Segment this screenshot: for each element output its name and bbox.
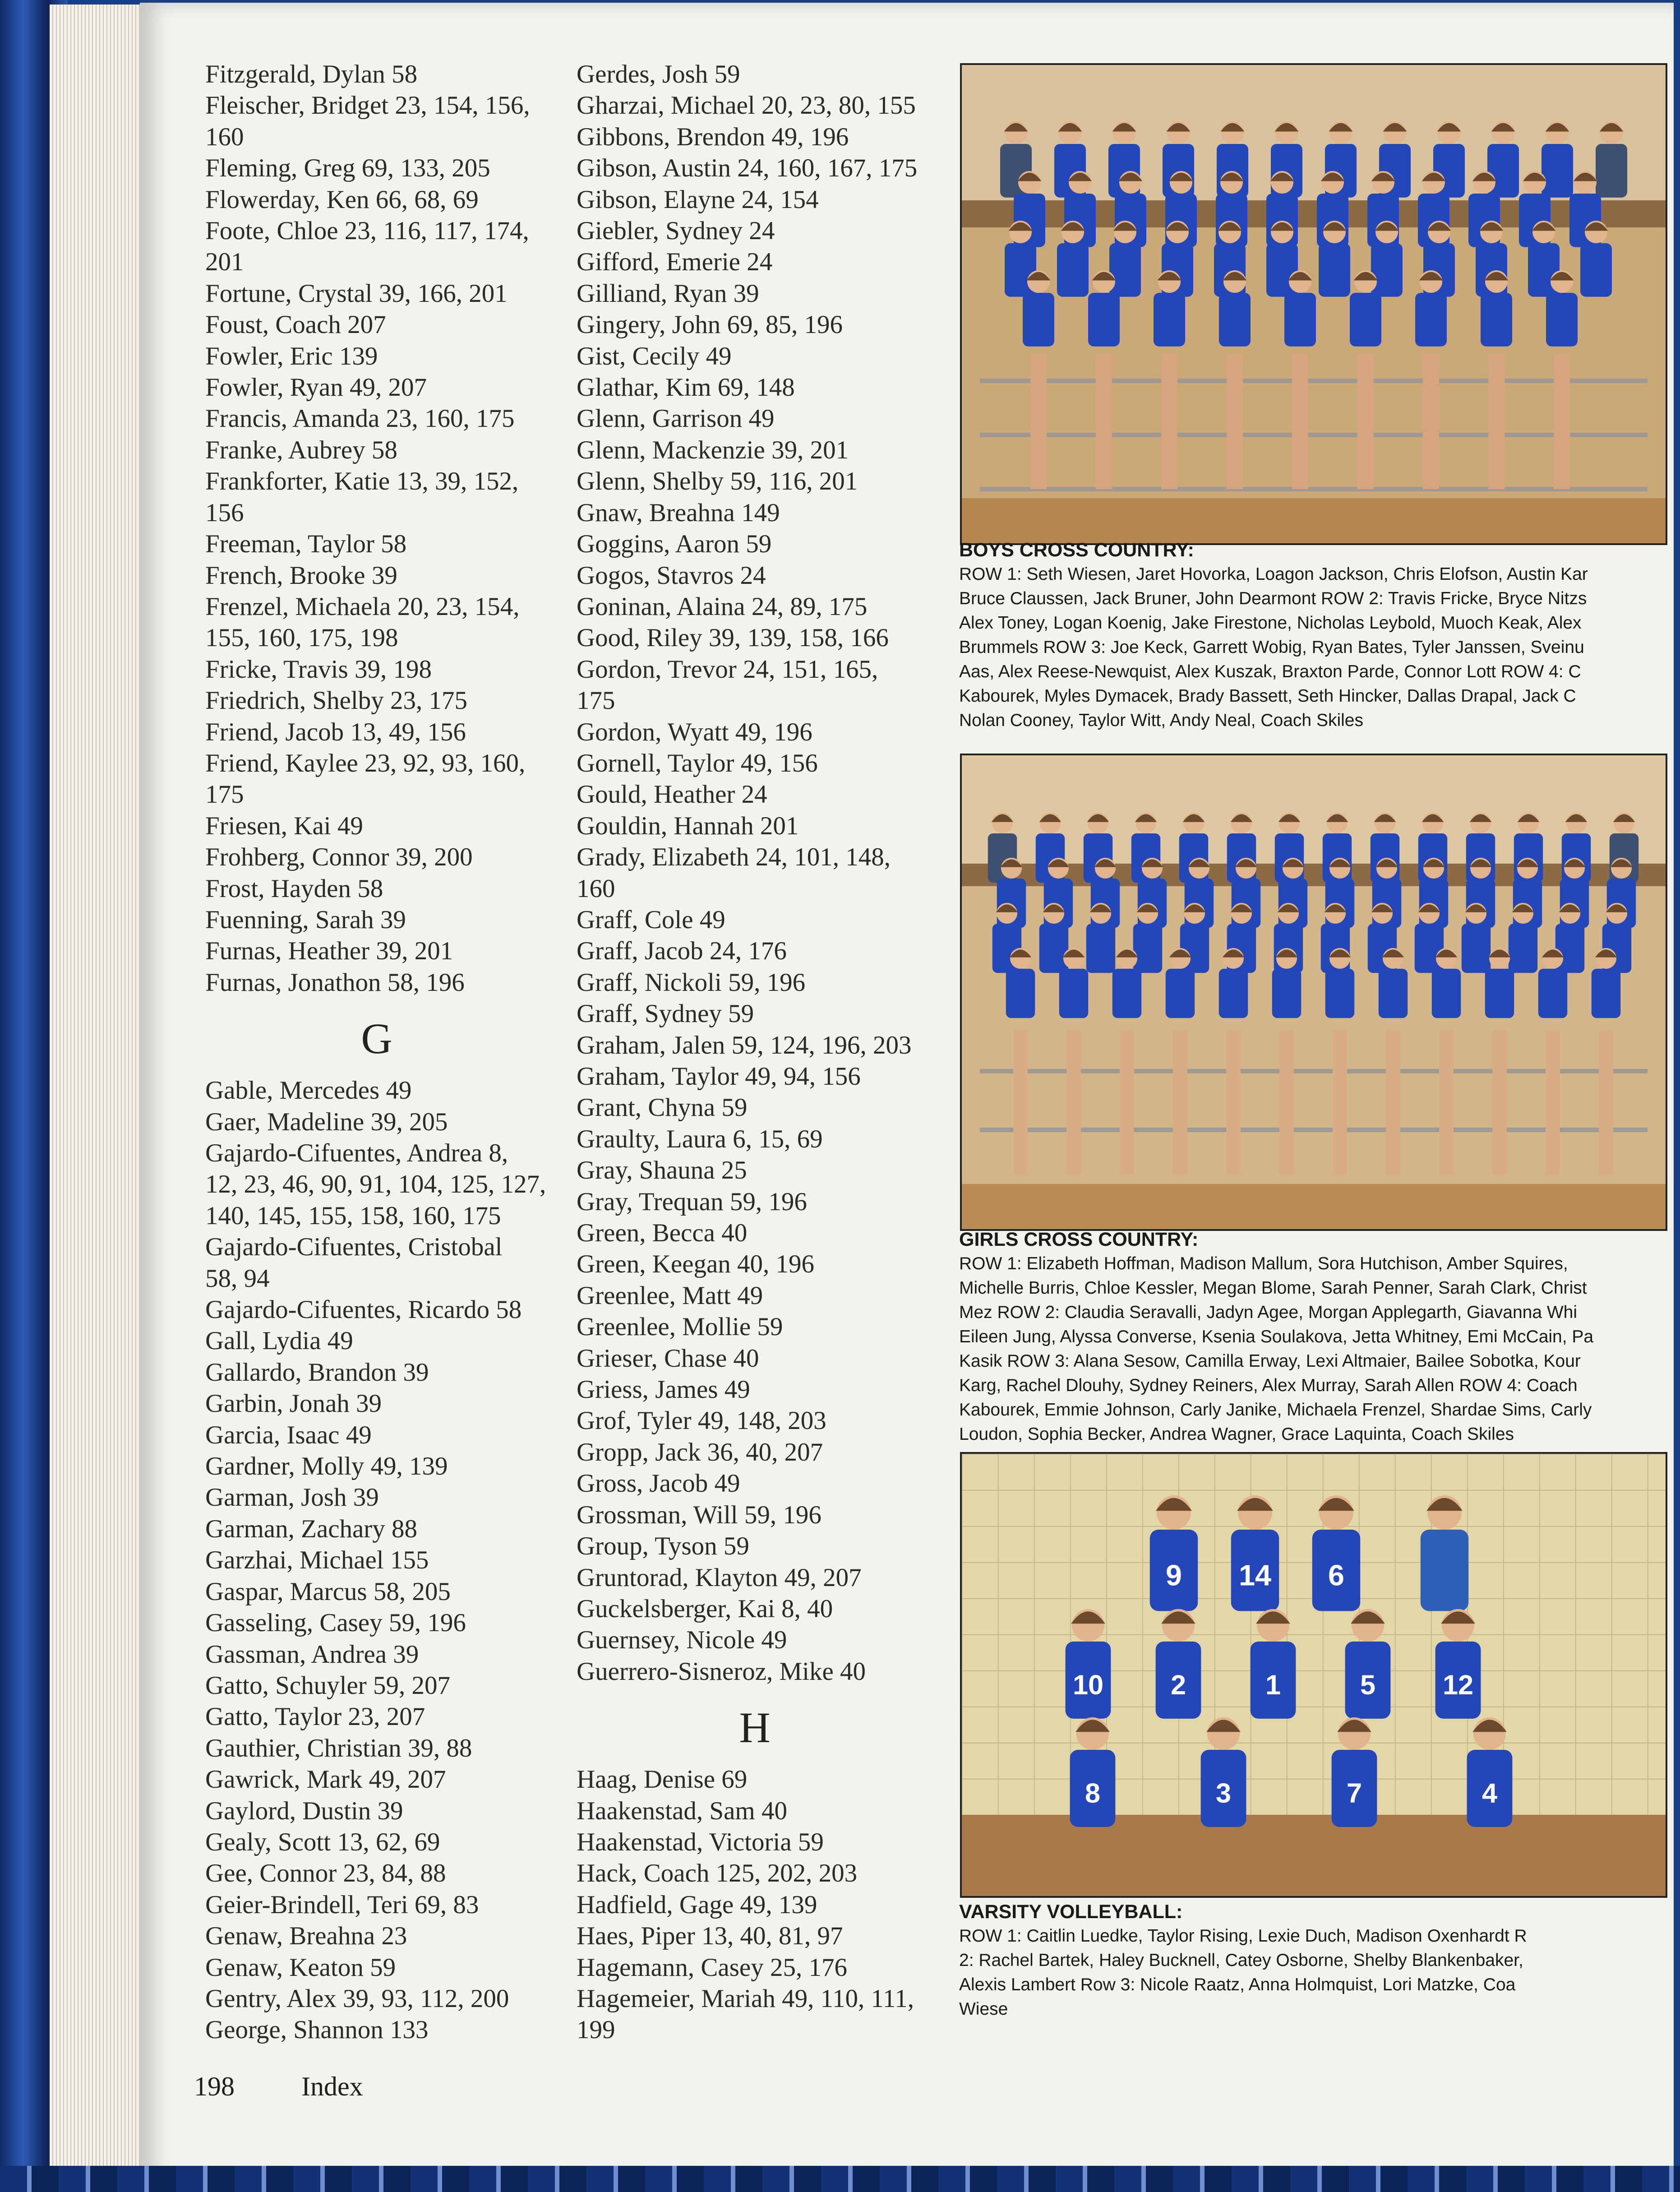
index-entry: Gawrick, Mark 49, 207 [205, 1765, 446, 1794]
index-column-1 [205, 59, 548, 2046]
team-member-figure [1057, 221, 1089, 297]
team-member-figure [1325, 948, 1354, 1018]
jersey-number: 5 [1360, 1669, 1376, 1700]
index-entry: Graff, Nickoli 59, 196 [577, 968, 806, 997]
team-member-figure [1485, 948, 1514, 1018]
index-entry: Goninan, Alaina 24, 89, 175 [577, 592, 868, 621]
index-entry: Gaylord, Dustin 39 [205, 1796, 403, 1825]
index-entry: Gall, Lydia 49 [205, 1327, 353, 1355]
caption-line: Karg, Rachel Dlouhy, Sydney Reiners, Alex Murray, Sarah Allen ROW 4: Coach [959, 1376, 1578, 1395]
caption-line: Bruce Claussen, Jack Bruner, John Dearmont ROW 2: Travis Fricke, Bryce Nitzs [959, 589, 1587, 608]
team-member-figure [1538, 948, 1567, 1018]
legs [1227, 354, 1243, 489]
team-member-figure [1023, 270, 1054, 347]
index-entry: Gajardo-Cifuentes, Ricardo 58 [205, 1295, 522, 1324]
team-member-figure [1432, 948, 1461, 1018]
index-entry: Glenn, Shelby 59, 116, 201 [577, 467, 858, 496]
index-entry: 12, 23, 46, 90, 91, 104, 125, 127, [205, 1170, 546, 1199]
team-member-figure [1039, 903, 1068, 973]
legs [1013, 1031, 1028, 1175]
page-edges [50, 5, 144, 2188]
team-member-figure [1546, 270, 1578, 347]
jersey-number: 8 [1085, 1778, 1101, 1808]
index-entry: Glenn, Garrison 49 [577, 404, 775, 433]
index-entry: George, Shannon 133 [205, 2016, 429, 2044]
team-member-figure [1201, 1717, 1246, 1827]
index-entry: Fowler, Eric 139 [205, 342, 378, 370]
index-entry: Gardner, Molly 49, 139 [205, 1452, 448, 1481]
index-entry: Greenlee, Matt 49 [577, 1281, 763, 1310]
index-entry: Gauthier, Christian 39, 88 [205, 1734, 472, 1762]
index-entry: Gifford, Emerie 24 [577, 248, 773, 277]
index-entry: Gee, Connor 23, 84, 88 [205, 1859, 446, 1888]
team-member-figure [1154, 270, 1185, 347]
index-entry: Glathar, Kim 69, 148 [577, 373, 795, 402]
index-entry: Gassman, Andrea 39 [205, 1640, 419, 1669]
index-column-2 [577, 59, 933, 2046]
index-entry: Grof, Tyler 49, 148, 203 [577, 1406, 826, 1435]
team-member-figure [1059, 948, 1088, 1018]
index-entry: Graulty, Laura 6, 15, 69 [577, 1124, 823, 1153]
index-entry: Frankforter, Katie 13, 39, 152, [205, 467, 519, 496]
index-entry: Hadfield, Gage 49, 139 [577, 1890, 817, 1919]
girls-cross-country-photo [960, 754, 1667, 1231]
index-entry: Hagemeier, Mariah 49, 110, 111, [577, 1984, 914, 2013]
jersey-number: 12 [1442, 1669, 1474, 1700]
index-entry: Hagemann, Casey 25, 176 [577, 1953, 847, 1982]
legs [1357, 354, 1374, 489]
index-entry: Fleischer, Bridget 23, 154, 156, [205, 91, 530, 120]
letter-heading: H [739, 1703, 771, 1752]
volleyball-caption-title: VARSITY VOLLEYBALL: [959, 1901, 1183, 1923]
legs [1423, 354, 1439, 489]
volleyball-team-image [962, 1454, 1666, 1896]
team-member-figure [1462, 903, 1491, 973]
index-entry: Giebler, Sydney 24 [577, 217, 775, 245]
index-entry: Furnas, Jonathon 58, 196 [205, 968, 465, 997]
legs [1173, 1031, 1187, 1175]
caption-line: 2: Rachel Bartek, Haley Bucknell, Catey Osborne, Shelby Blankenbaker, [959, 1951, 1523, 1970]
team-member-figure [1345, 1609, 1391, 1719]
index-entry: Foust, Coach 207 [205, 310, 386, 339]
index-entry: Haag, Denise 69 [577, 1765, 748, 1794]
caption-line: Brummels ROW 3: Joe Keck, Garrett Wobig, Ryan Bates, Tyler Janssen, Sveinu [959, 638, 1584, 657]
team-member-figure [1272, 948, 1301, 1018]
index-entry: Gatto, Taylor 23, 207 [205, 1702, 425, 1731]
index-entry: Fleming, Greg 69, 133, 205 [205, 154, 490, 183]
team-member-figure [1251, 1609, 1296, 1719]
index-entry: Gogos, Stavros 24 [577, 561, 766, 590]
team-member-figure [1481, 270, 1512, 347]
index-entry: 140, 145, 155, 158, 160, 175 [205, 1201, 501, 1230]
index-entry: French, Brooke 39 [205, 561, 397, 590]
team-member-figure [1350, 270, 1381, 347]
index-entry: Gibbons, Brendon 49, 196 [577, 122, 849, 151]
index-entry: 58, 94 [205, 1264, 270, 1293]
index-entry: Green, Keegan 40, 196 [577, 1250, 815, 1279]
index-entry: Gallardo, Brandon 39 [205, 1358, 429, 1387]
index-entry: Gornell, Taylor 49, 156 [577, 749, 818, 777]
caption-line: ROW 1: Caitlin Luedke, Taylor Rising, Lexie Duch, Madison Oxenhardt R [959, 1926, 1527, 1946]
index-entry: Fuenning, Sarah 39 [205, 905, 406, 934]
index-entry: Glenn, Mackenzie 39, 201 [577, 435, 849, 464]
legs [1492, 1031, 1507, 1175]
index-entry: Gasseling, Casey 59, 196 [205, 1609, 466, 1637]
girls-team-image [962, 755, 1666, 1229]
index-entry: Hack, Coach 125, 202, 203 [577, 1859, 858, 1888]
index-entry: Gealy, Scott 13, 62, 69 [205, 1827, 440, 1856]
index-entry: Flowerday, Ken 66, 68, 69 [205, 185, 479, 214]
varsity-volleyball-photo [960, 1452, 1667, 1898]
index-entry: Fortune, Crystal 39, 166, 201 [205, 279, 508, 308]
team-member-figure [1070, 1717, 1116, 1827]
index-entry: Franke, Aubrey 58 [205, 435, 397, 464]
team-member-figure [1231, 1495, 1279, 1611]
boys-caption-title: BOYS CROSS COUNTRY: [959, 539, 1194, 561]
team-member-figure [1596, 121, 1627, 198]
index-entry: Gibson, Austin 24, 160, 167, 175 [577, 154, 918, 183]
legs [1599, 1031, 1613, 1175]
index-entry: Guckelsberger, Kai 8, 40 [577, 1594, 833, 1623]
legs [1096, 354, 1112, 489]
index-entry: 156 [205, 498, 244, 527]
index-entry: Gross, Jacob 49 [577, 1469, 740, 1498]
legs [1279, 1031, 1294, 1175]
team-member-figure [1112, 948, 1141, 1018]
index-entry: Gajardo-Cifuentes, Andrea 8, [205, 1139, 508, 1167]
legs [1439, 1031, 1454, 1175]
index-entry: Frenzel, Michaela 20, 23, 154, [205, 592, 520, 621]
index-entry: Gray, Trequan 59, 196 [577, 1187, 807, 1216]
caption-line: Eileen Jung, Alyssa Converse, Ksenia Soulakova, Jetta Whitney, Emi McCain, Pa [959, 1327, 1594, 1346]
boys-team-image [962, 65, 1666, 543]
index-entry: Gajardo-Cifuentes, Cristobal [205, 1233, 503, 1262]
index-entry: Gropp, Jack 36, 40, 207 [577, 1438, 823, 1466]
index-entry: Goggins, Aaron 59 [577, 530, 772, 559]
index-entry: Good, Riley 39, 139, 158, 166 [577, 624, 889, 652]
index-entry: Guerrero-Sisneroz, Mike 40 [577, 1657, 866, 1686]
index-entry: Friedrich, Shelby 23, 175 [205, 686, 468, 715]
index-entry: Gnaw, Breahna 149 [577, 498, 780, 527]
index-entry: Gharzai, Michael 20, 23, 80, 155 [577, 91, 916, 120]
index-entry: Grant, Chyna 59 [577, 1093, 748, 1122]
team-member-figure [1219, 270, 1251, 347]
index-entry: Genaw, Breahna 23 [205, 1922, 407, 1951]
boys-caption [959, 538, 1672, 733]
index-entry: Gist, Cecily 49 [577, 342, 732, 370]
team-member-figure [1319, 221, 1350, 297]
index-entry: Griess, James 49 [577, 1375, 750, 1404]
team-member-figure [1415, 270, 1447, 347]
jersey-number: 3 [1215, 1778, 1232, 1808]
team-member-figure [1542, 121, 1573, 198]
caption-line: Aas, Alex Reese-Newquist, Alex Kuszak, Braxton Parde, Connor Lott ROW 4: C [959, 662, 1581, 681]
team-member-figure [1467, 1717, 1513, 1827]
index-entry: Francis, Amanda 23, 160, 175 [205, 404, 515, 433]
letter-heading: G [361, 1014, 392, 1063]
index-entry: Graff, Cole 49 [577, 905, 725, 934]
caption-line: Mez ROW 2: Claudia Seravalli, Jadyn Agee, Morgan Applegarth, Giavanna Whi [959, 1303, 1578, 1322]
index-entry: Grossman, Will 59, 196 [577, 1500, 822, 1529]
team-member-figure [1435, 1609, 1481, 1719]
team-member-figure [1332, 1717, 1377, 1827]
index-entry: Grady, Elizabeth 24, 101, 148, [577, 843, 891, 872]
team-member-figure [1312, 1495, 1360, 1611]
index-entry: Guernsey, Nicole 49 [577, 1626, 787, 1655]
bottom-band [0, 2166, 1680, 2192]
legs [1120, 1031, 1134, 1175]
jersey-number: 6 [1328, 1559, 1344, 1592]
index-entry: Graham, Jalen 59, 124, 196, 203 [577, 1031, 912, 1059]
section-label: Index [301, 2072, 363, 2101]
index-entry: Garman, Zachary 88 [205, 1514, 418, 1543]
index-entry: Gould, Heather 24 [577, 780, 767, 809]
caption-line: Alexis Lambert Row 3: Nicole Raatz, Anna Holmquist, Lori Matzke, Coa [959, 1975, 1516, 1994]
index-entry: Freeman, Taylor 58 [205, 530, 407, 559]
legs [1488, 354, 1505, 489]
index-entry: Fricke, Travis 39, 198 [205, 655, 432, 684]
index-entry: Gatto, Schuyler 59, 207 [205, 1671, 451, 1700]
team-member-figure [1006, 948, 1035, 1018]
team-member-figure [1509, 903, 1537, 973]
page-number: 198 [194, 2072, 235, 2101]
index-entry: Friend, Jacob 13, 49, 156 [205, 717, 466, 746]
jersey-number: 7 [1346, 1778, 1362, 1808]
index-entry: Greenlee, Mollie 59 [577, 1313, 783, 1341]
caption-line: Kabourek, Emmie Johnson, Carly Janike, Michaela Frenzel, Shardae Sims, Carly [959, 1400, 1592, 1420]
girls-caption [959, 1227, 1672, 1447]
index-entry: 199 [577, 2016, 615, 2044]
index-entry: Genaw, Keaton 59 [205, 1953, 396, 1982]
index-entry: Fowler, Ryan 49, 207 [205, 373, 427, 402]
index-entry: Friend, Kaylee 23, 92, 93, 160, [205, 749, 526, 777]
index-entry: Garcia, Isaac 49 [205, 1420, 372, 1449]
index-entry: 160 [205, 122, 244, 151]
index-entry: Fitzgerald, Dylan 58 [205, 60, 418, 88]
legs [1030, 354, 1047, 489]
index-entry: Graff, Sydney 59 [577, 999, 754, 1028]
team-member-figure [1086, 903, 1115, 973]
caption-line: ROW 1: Seth Wiesen, Jaret Hovorka, Loagon Jackson, Chris Elofson, Austin Kar [959, 564, 1588, 584]
index-entry: Gibson, Elayne 24, 154 [577, 185, 819, 214]
legs [1333, 1031, 1347, 1175]
team-member-figure [1133, 903, 1162, 973]
legs [1292, 354, 1308, 489]
caption-line: Nolan Cooney, Taylor Witt, Andy Neal, Coach Skiles [959, 711, 1363, 730]
caption-line: Wiese [959, 1999, 1008, 2019]
caption-line: Kabourek, Myles Dymacek, Brady Bassett, Seth Hincker, Dallas Drapal, Jack C [959, 686, 1576, 706]
index-entry: Green, Becca 40 [577, 1219, 748, 1248]
index-entry: Friesen, Kai 49 [205, 811, 363, 840]
index-entry: Frohberg, Connor 39, 200 [205, 843, 473, 872]
jersey-number: 2 [1170, 1669, 1186, 1700]
index-entry: 201 [205, 248, 244, 277]
legs [1386, 1031, 1400, 1175]
index-entry: Garbin, Jonah 39 [205, 1389, 382, 1418]
index-entry: 175 [577, 686, 615, 715]
index-entry: Gordon, Trevor 24, 151, 165, [577, 655, 878, 684]
volleyball-caption [959, 1900, 1672, 2021]
index-entry: Gruntorad, Klayton 49, 207 [577, 1563, 862, 1592]
jersey-number: 4 [1482, 1778, 1498, 1808]
index-entry: Gentry, Alex 39, 93, 112, 200 [205, 1984, 509, 2013]
index-entry: Gilliand, Ryan 39 [577, 279, 759, 308]
boys-cross-country-photo [960, 63, 1667, 545]
legs [1554, 354, 1570, 489]
index-entry: Haakenstad, Victoria 59 [577, 1827, 824, 1856]
index-entry: Furnas, Heather 39, 201 [205, 937, 453, 966]
team-member-figure [1088, 270, 1120, 347]
index-entry: Gordon, Wyatt 49, 196 [577, 717, 812, 746]
jersey-number: 10 [1072, 1669, 1104, 1700]
index-entry: 155, 160, 175, 198 [205, 624, 398, 652]
jersey-number: 14 [1239, 1559, 1271, 1592]
caption-line: ROW 1: Elizabeth Hoffman, Madison Mallum, Sora Hutchison, Amber Squires, [959, 1254, 1568, 1273]
caption-line: Kasik ROW 3: Alana Sesow, Camilla Erway, Lexi Altmaier, Bailee Sobotka, Kour [959, 1351, 1581, 1371]
team-member-figure [1421, 1495, 1468, 1611]
caption-line: Loudon, Sophia Becker, Andrea Wagner, Grace Laquinta, Coach Skiles [959, 1424, 1514, 1444]
index-entry: Gingery, John 69, 85, 196 [577, 310, 843, 339]
legs [1226, 1031, 1241, 1175]
index-entry: Haakenstad, Sam 40 [577, 1796, 787, 1825]
team-member-figure [1580, 221, 1612, 297]
index-entry: Graff, Jacob 24, 176 [577, 937, 787, 966]
index-entry: Grieser, Chase 40 [577, 1344, 759, 1373]
index-entry: Graham, Taylor 49, 94, 156 [577, 1062, 861, 1091]
index-entry: Geier-Brindell, Teri 69, 83 [205, 1890, 479, 1919]
team-member-figure [1150, 1495, 1198, 1611]
index-entry: Gable, Mercedes 49 [205, 1076, 412, 1105]
jersey-number: 1 [1265, 1669, 1281, 1700]
index-entry: Gaspar, Marcus 58, 205 [205, 1577, 451, 1606]
team-member-figure [1379, 948, 1408, 1018]
index-entry: Group, Tyson 59 [577, 1532, 749, 1561]
caption-line: Alex Toney, Logan Koenig, Jake Firestone, Nicholas Leybold, Muoch Keak, Alex [959, 613, 1582, 633]
index-entry: Frost, Hayden 58 [205, 874, 383, 903]
team-member-figure [1066, 1609, 1111, 1719]
legs [1161, 354, 1177, 489]
jersey-number: 9 [1166, 1559, 1182, 1592]
index-entry: Gaer, Madeline 39, 205 [205, 1107, 448, 1136]
girls-caption-title: GIRLS CROSS COUNTRY: [959, 1229, 1199, 1250]
index-entry: 175 [205, 780, 244, 809]
team-member-figure [1284, 270, 1316, 347]
caption-line: Michelle Burris, Chloe Kessler, Megan Blome, Sarah Penner, Sarah Clark, Christ [959, 1278, 1587, 1298]
index-entry: Gray, Shauna 25 [577, 1156, 747, 1185]
index-entry: Gerdes, Josh 59 [577, 60, 740, 88]
legs [1546, 1031, 1560, 1175]
index-entry: Garzhai, Michael 155 [205, 1546, 429, 1575]
index-entry: Gouldin, Hannah 201 [577, 811, 799, 840]
legs [1066, 1031, 1081, 1175]
team-member-figure [1156, 1609, 1201, 1719]
team-member-figure [1592, 948, 1620, 1018]
team-member-figure [1219, 948, 1248, 1018]
index-entry: Haes, Piper 13, 40, 81, 97 [577, 1922, 843, 1951]
team-member-figure [1166, 948, 1195, 1018]
index-entry: Garman, Josh 39 [205, 1483, 379, 1512]
index-entry: Foote, Chloe 23, 116, 117, 174, [205, 217, 529, 245]
index-entry: 160 [577, 874, 615, 903]
